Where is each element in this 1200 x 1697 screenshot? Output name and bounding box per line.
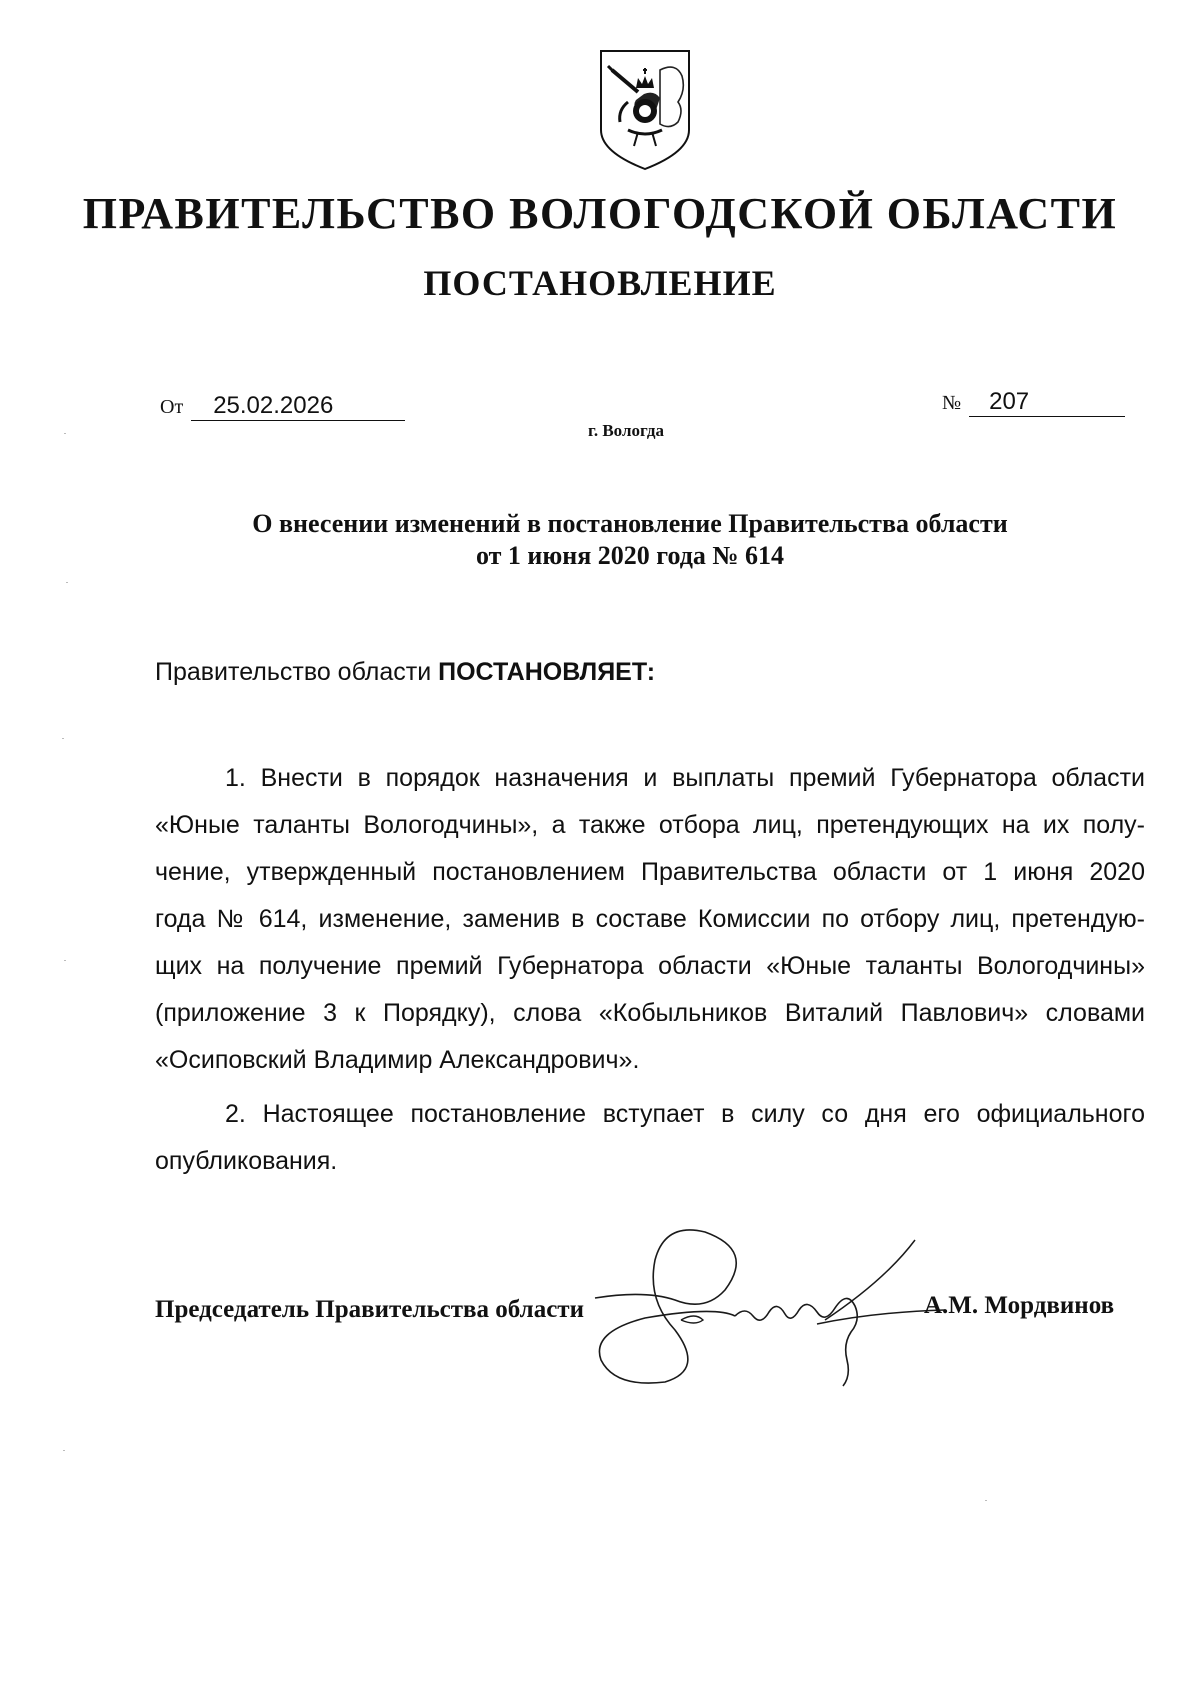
paragraph-1 <box>155 755 1145 1084</box>
paragraph-line: «Юные таланты Вологодчины», а также отбора лиц, претендующих на их полу- <box>155 811 1145 839</box>
scan-speck <box>985 1500 987 1501</box>
document-type: ПОСТАНОВЛЕНИЕ <box>423 263 777 303</box>
preamble-text: Правительство области <box>155 658 439 686</box>
city-label: г. Вологда <box>588 421 664 440</box>
scan-speck <box>66 582 68 583</box>
subject-line: О внесении изменений в постановление Правительства области <box>252 509 1008 538</box>
signatory-position: Председатель Правительства области <box>155 1296 584 1323</box>
document-number: 207 <box>969 388 1125 417</box>
paragraph-line: (приложение 3 к Порядку), слова «Кобыльников Виталий Павлович» словами <box>155 999 1145 1027</box>
paragraph-line: 1. Внести в порядок назначения и выплаты премий Губернатора области <box>225 764 1145 792</box>
subject-line: от 1 июня 2020 года № 614 <box>475 541 784 570</box>
signatory-name: А.М. Мордвинов <box>924 1292 1115 1319</box>
vologda-coat-of-arms-icon <box>598 48 692 172</box>
paragraph-line: опубликования. <box>155 1147 338 1175</box>
paragraph-line: года № 614, изменение, заменив в составе Комиссии по отбору лиц, претендую- <box>155 905 1145 933</box>
number-field <box>942 388 1125 417</box>
paragraph-line: «Осиповский Владимир Александрович». <box>155 1046 640 1074</box>
handwritten-signature <box>585 1220 955 1390</box>
date-field <box>160 392 405 421</box>
organization-title: ПРАВИТЕЛЬСТВО ВОЛОГОДСКОЙ ОБЛАСТИ <box>82 189 1118 238</box>
date-prefix: От <box>160 396 184 418</box>
scan-speck <box>64 960 66 961</box>
paragraph-2 <box>155 1091 1145 1185</box>
paragraph-line: чение, утвержденный постановлением Правительства области от 1 июня 2020 <box>155 858 1145 886</box>
number-prefix: № <box>942 392 962 414</box>
document-subject <box>160 508 1100 572</box>
scan-speck <box>62 738 64 739</box>
scan-speck <box>63 1450 65 1451</box>
paragraph-line: 2. Настоящее постановление вступает в силу со дня его официального <box>225 1100 1145 1128</box>
scan-speck <box>64 433 66 434</box>
preamble <box>155 658 655 687</box>
paragraph-line: щих на получение премий Губернатора области «Юные таланты Вологодчины» <box>155 952 1145 980</box>
preamble-keyword: ПОСТАНОВЛЯЕТ: <box>438 658 656 686</box>
document-date: 25.02.2026 <box>191 392 405 421</box>
